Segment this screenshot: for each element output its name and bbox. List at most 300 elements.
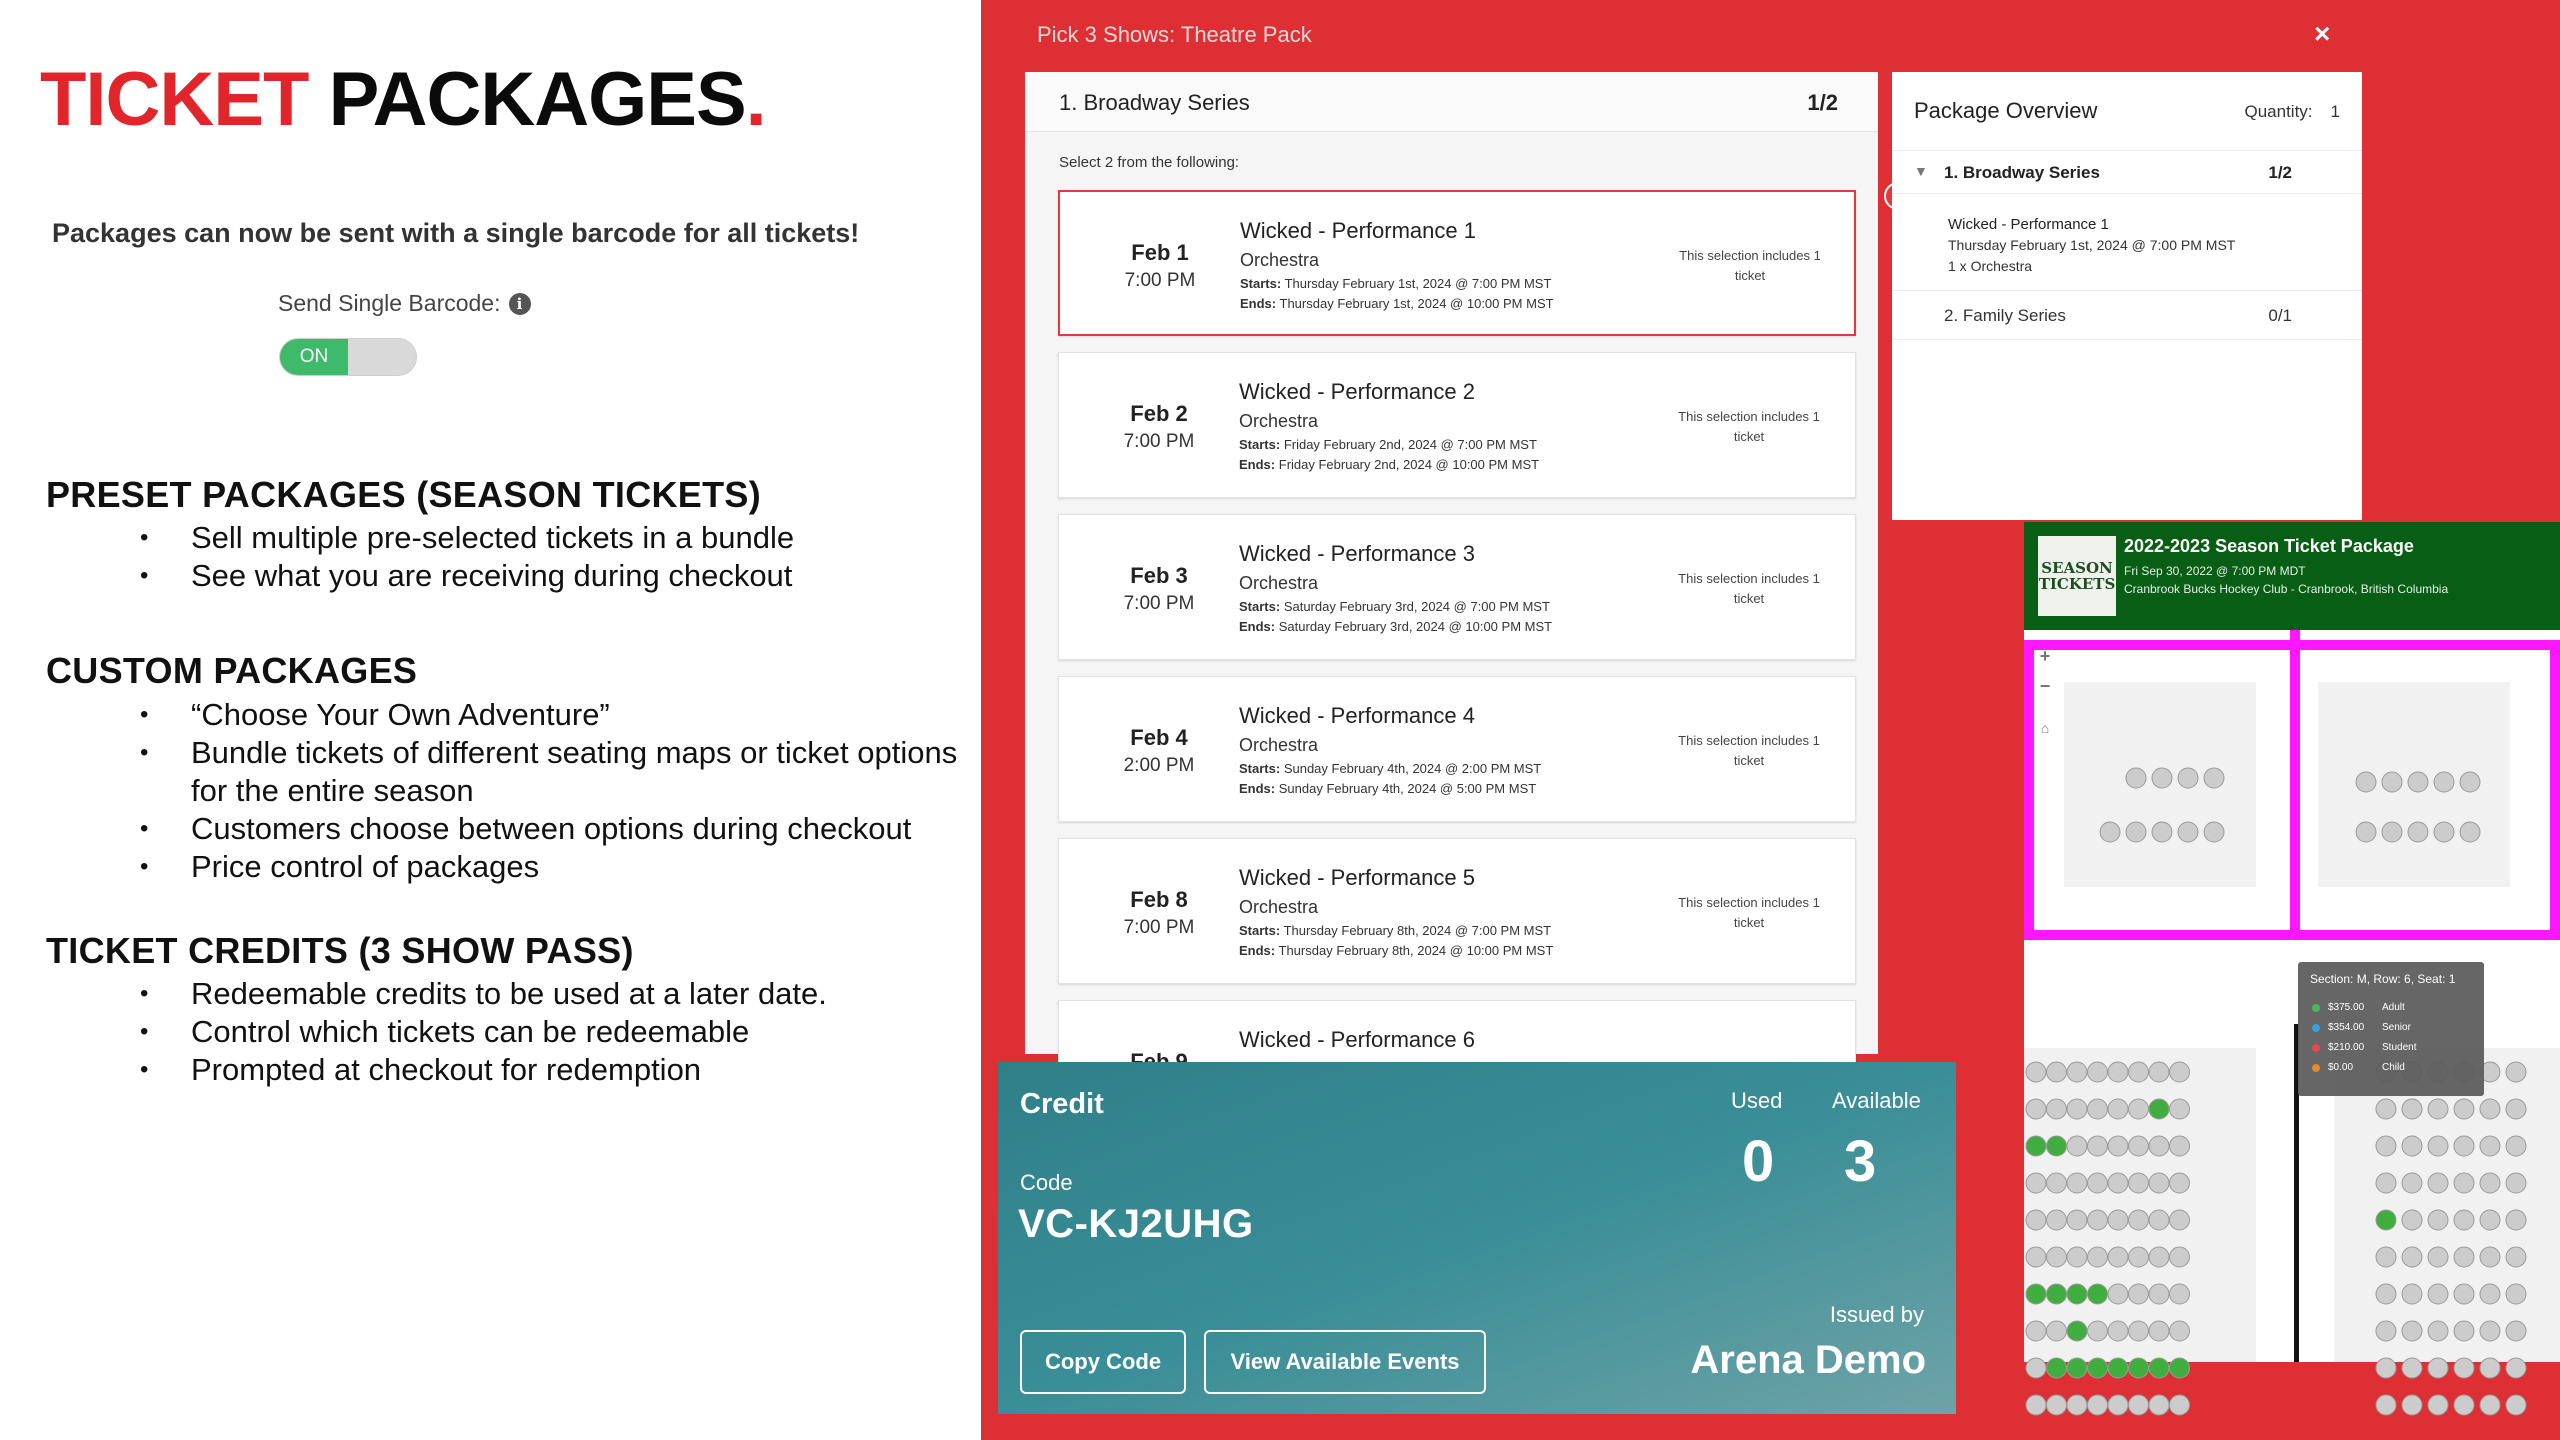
close-icon[interactable]: × <box>2314 18 2331 49</box>
overview-title: Package Overview <box>1914 98 2098 123</box>
perf-includes: This selection includes 1 ticket <box>1678 409 1820 444</box>
box-seat[interactable] <box>2460 822 2480 842</box>
price-dot-icon <box>2312 1024 2320 1032</box>
box-seat[interactable] <box>2356 772 2376 792</box>
seat[interactable] <box>2108 1321 2128 1341</box>
modal-title: Pick 3 Shows: Theatre Pack <box>1037 22 1312 47</box>
list-item: • Redeemable credits to be used at a later date. <box>140 975 827 1013</box>
box-seat[interactable] <box>2204 768 2224 788</box>
ends-value: Friday February 2nd, 2024 @ 10:00 PM MST <box>1278 457 1540 472</box>
single-barcode-label <box>278 290 531 317</box>
seat[interactable] <box>2149 1247 2169 1267</box>
seat[interactable] <box>2108 1247 2128 1267</box>
seat[interactable] <box>2170 1062 2190 1082</box>
seat[interactable] <box>2088 1136 2108 1156</box>
seat[interactable] <box>2026 1210 2046 1230</box>
seat[interactable] <box>2376 1173 2396 1193</box>
magenta-band-middle <box>2290 630 2300 940</box>
perf-date <box>1109 563 1209 615</box>
box-seat[interactable] <box>2100 822 2120 842</box>
seat[interactable] <box>2454 1173 2474 1193</box>
seat[interactable] <box>2480 1358 2500 1378</box>
seat[interactable] <box>2454 1395 2474 1415</box>
seat[interactable] <box>2428 1173 2448 1193</box>
perf-name: Wicked - Performance 1 <box>1240 218 1476 243</box>
perf-ends <box>1240 296 1554 311</box>
seat[interactable] <box>2026 1284 2046 1304</box>
seat[interactable] <box>2047 1321 2067 1341</box>
seat[interactable] <box>2067 1358 2087 1378</box>
seat[interactable] <box>2149 1284 2169 1304</box>
perf-includes: This selection includes 1 ticket <box>1678 733 1820 768</box>
info-icon[interactable]: i <box>509 293 531 315</box>
quantity-label: Quantity: <box>2244 102 2313 121</box>
ends-label: Ends: <box>1239 781 1276 796</box>
seat[interactable] <box>2108 1173 2128 1193</box>
seat[interactable] <box>2480 1321 2500 1341</box>
seat[interactable] <box>2376 1136 2396 1156</box>
seat[interactable] <box>2026 1062 2046 1082</box>
price-dot-icon <box>2312 1044 2320 1052</box>
perf-day: Feb 8 <box>1130 887 1188 912</box>
zoom-out-icon[interactable]: − <box>2039 675 2051 696</box>
series-title: 1. Broadway Series <box>1059 90 1250 115</box>
box-seat[interactable] <box>2382 822 2402 842</box>
seat[interactable] <box>2108 1395 2128 1415</box>
seat[interactable] <box>2506 1358 2526 1378</box>
perf-name: Wicked - Performance 4 <box>1239 703 1475 728</box>
seat[interactable] <box>2108 1210 2128 1230</box>
seat[interactable] <box>2129 1358 2149 1378</box>
ends-label: Ends: <box>1240 296 1277 311</box>
box-seat[interactable] <box>2382 772 2402 792</box>
quantity-value: 1 <box>2330 102 2340 121</box>
seat[interactable] <box>2026 1247 2046 1267</box>
seat[interactable] <box>2402 1173 2422 1193</box>
perf-starts <box>1240 276 1551 291</box>
starts-value: Thursday February 8th, 2024 @ 7:00 PM MST <box>1283 923 1552 938</box>
seat[interactable] <box>2108 1136 2128 1156</box>
performance-card-1[interactable] <box>1058 190 1856 336</box>
seat[interactable] <box>2129 1173 2149 1193</box>
overview-series-1-count: 1/2 <box>2268 163 2292 182</box>
box-seat[interactable] <box>2408 822 2428 842</box>
seat[interactable] <box>2480 1099 2500 1119</box>
seat[interactable] <box>2506 1284 2526 1304</box>
list-item: • Price control of packages <box>140 848 980 886</box>
seat[interactable] <box>2067 1395 2087 1415</box>
list-item: • Prompted at checkout for redemption <box>140 1051 827 1089</box>
starts-value: Saturday February 3rd, 2024 @ 7:00 PM MST <box>1283 599 1550 614</box>
seat[interactable] <box>2402 1395 2422 1415</box>
price-dot-icon <box>2312 1004 2320 1012</box>
seat[interactable] <box>2047 1358 2067 1378</box>
perf-ends <box>1239 781 1536 796</box>
tooltip-type: Adult <box>2382 1002 2405 1013</box>
box-seat[interactable] <box>2356 822 2376 842</box>
seat[interactable] <box>2067 1136 2087 1156</box>
box-seat[interactable] <box>2460 772 2480 792</box>
starts-label: Starts: <box>1239 923 1281 938</box>
seat[interactable] <box>2480 1173 2500 1193</box>
single-barcode-label-text: Send Single Barcode: <box>278 290 501 316</box>
seat[interactable] <box>2108 1062 2128 1082</box>
seat[interactable] <box>2026 1395 2046 1415</box>
box-seat[interactable] <box>2434 822 2454 842</box>
available-label: Available <box>1832 1088 1921 1113</box>
credit-label: Credit <box>1020 1088 1104 1120</box>
perf-date <box>1109 725 1209 777</box>
seat[interactable] <box>2108 1099 2128 1119</box>
perf-date <box>1109 401 1209 453</box>
seat[interactable] <box>2402 1247 2422 1267</box>
box-seat[interactable] <box>2126 768 2146 788</box>
tooltip-price-row <box>2312 1002 2405 1013</box>
seat[interactable] <box>2454 1099 2474 1119</box>
seat[interactable] <box>2428 1099 2448 1119</box>
perf-day: Feb 3 <box>1130 563 1188 588</box>
credit-code: VC-KJ2UHG <box>1018 1202 1254 1246</box>
seat[interactable] <box>2047 1247 2067 1267</box>
seat[interactable] <box>2108 1358 2128 1378</box>
seat[interactable] <box>2428 1210 2448 1230</box>
overview-perf-name: Wicked - Performance 1 <box>1948 216 2109 233</box>
credits-bullet-list <box>140 975 827 1089</box>
ends-value: Sunday February 4th, 2024 @ 5:00 PM MST <box>1278 781 1537 796</box>
list-item: • Sell multiple pre-selected tickets in a bundle <box>140 519 794 557</box>
seat[interactable] <box>2506 1099 2526 1119</box>
seat[interactable] <box>2506 1210 2526 1230</box>
custom-bullet-list <box>140 696 980 886</box>
overview-series-2-count: 0/1 <box>2268 306 2292 325</box>
seat[interactable] <box>2129 1395 2149 1415</box>
toggle-on-label: ON <box>280 339 348 375</box>
title-word-ticket: TICKET <box>40 57 309 142</box>
seat[interactable] <box>2428 1321 2448 1341</box>
logo-line-1: SEASON <box>2041 559 2113 577</box>
seat[interactable] <box>2376 1358 2396 1378</box>
tooltip-price: $354.00 <box>2328 1022 2365 1033</box>
seat[interactable] <box>2402 1358 2422 1378</box>
tooltip-price: $210.00 <box>2328 1042 2365 1053</box>
starts-value: Friday February 2nd, 2024 @ 7:00 PM MST <box>1283 437 1537 452</box>
seat[interactable] <box>2149 1395 2169 1415</box>
perf-ends <box>1239 943 1553 958</box>
performance-card-4[interactable] <box>1058 676 1856 822</box>
magenta-band-left <box>2024 640 2034 940</box>
tooltip-type: Student <box>2382 1042 2417 1053</box>
title-dot: . <box>745 57 766 142</box>
issuer-name: Arena Demo <box>1690 1338 1926 1382</box>
seat[interactable] <box>2170 1247 2190 1267</box>
seat[interactable] <box>2088 1321 2108 1341</box>
seat[interactable] <box>2376 1395 2396 1415</box>
starts-label: Starts: <box>1239 761 1281 776</box>
intro-text: Packages can now be sent with a single barcode for all tickets! <box>52 218 860 248</box>
seat[interactable] <box>2149 1062 2169 1082</box>
ends-value: Thursday February 1st, 2024 @ 10:00 PM MST <box>1279 296 1554 311</box>
box-seat[interactable] <box>2126 822 2146 842</box>
starts-value: Thursday February 1st, 2024 @ 7:00 PM MST <box>1284 276 1552 291</box>
section-heading-credits: TICKET CREDITS (3 SHOW PASS) <box>46 930 634 971</box>
box-seat[interactable] <box>2204 822 2224 842</box>
seat[interactable] <box>2088 1173 2108 1193</box>
list-item: • Customers choose between options during checkout <box>140 810 980 848</box>
seat[interactable] <box>2454 1136 2474 1156</box>
seat[interactable] <box>2428 1136 2448 1156</box>
season-tickets-logo <box>2038 536 2116 616</box>
logo-line-2: TICKETS <box>2038 575 2116 593</box>
seat[interactable] <box>2170 1136 2190 1156</box>
seat[interactable] <box>2067 1321 2087 1341</box>
seat[interactable] <box>2067 1247 2087 1267</box>
copy-code-button[interactable]: Copy Code <box>1020 1330 1186 1394</box>
seat[interactable] <box>2149 1210 2169 1230</box>
seat[interactable] <box>2067 1284 2087 1304</box>
seat[interactable] <box>2170 1173 2190 1193</box>
perf-includes: This selection includes 1 ticket <box>1678 895 1820 930</box>
perf-name: Wicked - Performance 2 <box>1239 379 1475 404</box>
list-item: • Bundle tickets of different seating maps or ticket options for the entire season <box>140 734 980 810</box>
seat[interactable] <box>2129 1136 2149 1156</box>
tooltip-price-row <box>2312 1022 2411 1033</box>
perf-ends <box>1239 457 1539 472</box>
seat[interactable] <box>2088 1395 2108 1415</box>
seat[interactable] <box>2129 1099 2149 1119</box>
perf-date <box>1109 887 1209 939</box>
zoom-in-icon[interactable]: + <box>2039 645 2051 666</box>
overview-quantity <box>2244 102 2340 122</box>
seat[interactable] <box>2088 1099 2108 1119</box>
seat[interactable] <box>2129 1321 2149 1341</box>
perf-day: Feb 1 <box>1131 240 1189 265</box>
package-overview <box>1892 72 2362 520</box>
seat[interactable] <box>2088 1210 2108 1230</box>
starts-label: Starts: <box>1240 276 1282 291</box>
seat-tooltip <box>2298 962 2484 1096</box>
magenta-band-right <box>2550 640 2560 940</box>
season-ticket-map <box>2024 522 2560 1362</box>
seat[interactable] <box>2129 1284 2149 1304</box>
tooltip-price-row <box>2312 1062 2405 1073</box>
starts-value: Sunday February 4th, 2024 @ 2:00 PM MST <box>1283 761 1542 776</box>
seat[interactable] <box>2170 1210 2190 1230</box>
seat[interactable] <box>2480 1284 2500 1304</box>
seat[interactable] <box>2149 1173 2169 1193</box>
view-available-events-button[interactable]: View Available Events <box>1204 1330 1486 1394</box>
seat[interactable] <box>2108 1284 2128 1304</box>
ends-value: Thursday February 8th, 2024 @ 10:00 PM MST <box>1278 943 1554 958</box>
available-count: 3 <box>1844 1129 1877 1194</box>
seat[interactable] <box>2047 1210 2067 1230</box>
perf-time: 7:00 PM <box>1123 431 1195 452</box>
seat[interactable] <box>2088 1247 2108 1267</box>
season-title: 2022-2023 Season Ticket Package <box>2124 536 2414 556</box>
box-seat[interactable] <box>2152 822 2172 842</box>
seat[interactable] <box>2402 1136 2422 1156</box>
perf-time: 7:00 PM <box>1123 593 1195 614</box>
overview-series-1[interactable] <box>1892 150 2362 194</box>
seat[interactable] <box>2129 1247 2149 1267</box>
seat[interactable] <box>2170 1358 2190 1378</box>
starts-label: Starts: <box>1239 599 1281 614</box>
seat[interactable] <box>2047 1136 2067 1156</box>
code-label: Code <box>1020 1170 1073 1195</box>
seat[interactable] <box>2129 1210 2149 1230</box>
price-dot-icon <box>2312 1064 2320 1072</box>
ends-label: Ends: <box>1239 943 1276 958</box>
overview-series-2[interactable] <box>1892 290 2362 340</box>
seat[interactable] <box>2170 1284 2190 1304</box>
seat[interactable] <box>2067 1210 2087 1230</box>
seat[interactable] <box>2454 1321 2474 1341</box>
seat[interactable] <box>2088 1358 2108 1378</box>
seat[interactable] <box>2506 1173 2526 1193</box>
seat[interactable] <box>2149 1358 2169 1378</box>
seat[interactable] <box>2170 1395 2190 1415</box>
seat[interactable] <box>2480 1395 2500 1415</box>
seat[interactable] <box>2376 1284 2396 1304</box>
seat[interactable] <box>2480 1247 2500 1267</box>
seat[interactable] <box>2067 1062 2087 1082</box>
seat[interactable] <box>2047 1062 2067 1082</box>
seat[interactable] <box>2047 1395 2067 1415</box>
seat[interactable] <box>2026 1099 2046 1119</box>
box-seat[interactable] <box>2152 768 2172 788</box>
seat[interactable] <box>2026 1173 2046 1193</box>
perf-includes: This selection includes 1 ticket <box>1679 248 1821 283</box>
seat[interactable] <box>2402 1321 2422 1341</box>
perf-day: Feb 4 <box>1130 725 1188 750</box>
perf-section: Orchestra <box>1239 411 1319 431</box>
issued-by-label: Issued by <box>1829 1302 1924 1327</box>
seat[interactable] <box>2088 1062 2108 1082</box>
seat[interactable] <box>2402 1210 2422 1230</box>
title-word-packages: PACKAGES <box>328 57 746 142</box>
section-heading-custom: CUSTOM PACKAGES <box>46 650 418 691</box>
overview-perf-date: Thursday February 1st, 2024 @ 7:00 PM MST <box>1948 237 2236 253</box>
seat[interactable] <box>2026 1358 2046 1378</box>
perf-starts <box>1239 761 1541 776</box>
season-date: Fri Sep 30, 2022 @ 7:00 PM MDT <box>2124 564 2306 578</box>
single-barcode-toggle[interactable] <box>279 338 417 376</box>
performance-card-2[interactable] <box>1058 352 1856 498</box>
perf-name: Wicked - Performance 6 <box>1239 1027 1475 1052</box>
seat[interactable] <box>2067 1099 2087 1119</box>
list-item: • See what you are receiving during checkout <box>140 557 794 595</box>
overview-selected-performance <box>1948 214 2235 277</box>
box-seat[interactable] <box>2178 768 2198 788</box>
list-item: • Control which tickets can be redeemable <box>140 1013 827 1051</box>
seat[interactable] <box>2129 1062 2149 1082</box>
starts-label: Starts: <box>1239 437 1281 452</box>
seat[interactable] <box>2428 1284 2448 1304</box>
perf-name: Wicked - Performance 5 <box>1239 865 1475 890</box>
perf-name: Wicked - Performance 3 <box>1239 541 1475 566</box>
tooltip-price: $0.00 <box>2328 1062 2354 1073</box>
seat[interactable] <box>2149 1321 2169 1341</box>
seat[interactable] <box>2402 1099 2422 1119</box>
seat[interactable] <box>2506 1136 2526 1156</box>
perf-time: 7:00 PM <box>1124 270 1196 291</box>
seat[interactable] <box>2506 1321 2526 1341</box>
seat[interactable] <box>2149 1136 2169 1156</box>
seat[interactable] <box>2506 1062 2526 1082</box>
seat[interactable] <box>2428 1395 2448 1415</box>
seat[interactable] <box>2067 1173 2087 1193</box>
seat[interactable] <box>2454 1284 2474 1304</box>
seat[interactable] <box>2376 1321 2396 1341</box>
seat[interactable] <box>2170 1321 2190 1341</box>
seat[interactable] <box>2454 1210 2474 1230</box>
section-heading-preset: PRESET PACKAGES (SEASON TICKETS) <box>46 474 762 515</box>
box-seat[interactable] <box>2434 772 2454 792</box>
overview-series-2-name: 2. Family Series <box>1944 306 2066 325</box>
seat[interactable] <box>2047 1173 2067 1193</box>
ends-label: Ends: <box>1239 457 1276 472</box>
list-item: • “Choose Your Own Adventure” <box>140 696 980 734</box>
seat[interactable] <box>2047 1284 2067 1304</box>
perf-section: Orchestra <box>1239 897 1319 917</box>
seat[interactable] <box>2506 1395 2526 1415</box>
seat[interactable] <box>2506 1247 2526 1267</box>
seat[interactable] <box>2149 1099 2169 1119</box>
seat[interactable] <box>2026 1136 2046 1156</box>
used-label: Used <box>1731 1088 1783 1113</box>
perf-time: 2:00 PM <box>1123 755 1195 776</box>
ends-label: Ends: <box>1239 619 1276 634</box>
preset-bullet-list <box>140 519 794 595</box>
seat[interactable] <box>2047 1099 2067 1119</box>
perf-section: Orchestra <box>1240 250 1320 270</box>
season-header <box>2024 522 2560 630</box>
used-count: 0 <box>1742 1129 1775 1194</box>
page-title <box>40 57 766 142</box>
perf-time: 7:00 PM <box>1123 917 1195 938</box>
perf-section: Orchestra <box>1239 735 1319 755</box>
series-panel <box>1025 72 1878 1054</box>
tooltip-type: Child <box>2382 1062 2405 1073</box>
tooltip-price-row <box>2312 1042 2416 1053</box>
seat[interactable] <box>2170 1099 2190 1119</box>
perf-starts <box>1239 599 1550 614</box>
seat[interactable] <box>2026 1321 2046 1341</box>
perf-section: Orchestra <box>1239 573 1319 593</box>
seat[interactable] <box>2088 1284 2108 1304</box>
caret-down-icon[interactable]: ▼ <box>1914 163 1928 179</box>
performance-card-5[interactable] <box>1058 838 1856 984</box>
seat[interactable] <box>2402 1284 2422 1304</box>
seat[interactable] <box>2428 1358 2448 1378</box>
seat[interactable] <box>2480 1210 2500 1230</box>
box-seat[interactable] <box>2408 772 2428 792</box>
seat[interactable] <box>2454 1247 2474 1267</box>
series-count: 1/2 <box>1807 90 1838 115</box>
seat-block-left <box>2024 1048 2256 1362</box>
perf-starts <box>1239 923 1551 938</box>
box-seat[interactable] <box>2178 822 2198 842</box>
seat[interactable] <box>2454 1358 2474 1378</box>
home-icon[interactable]: ⌂ <box>2040 720 2050 736</box>
seat[interactable] <box>2376 1247 2396 1267</box>
seat[interactable] <box>2376 1210 2396 1230</box>
performance-card-3[interactable] <box>1058 514 1856 660</box>
ends-value: Saturday February 3rd, 2024 @ 10:00 PM MST <box>1278 619 1553 634</box>
seat[interactable] <box>2480 1136 2500 1156</box>
season-venue: Cranbrook Bucks Hockey Club - Cranbrook, British Columbia <box>2124 582 2449 596</box>
seat[interactable] <box>2376 1099 2396 1119</box>
seat[interactable] <box>2428 1247 2448 1267</box>
